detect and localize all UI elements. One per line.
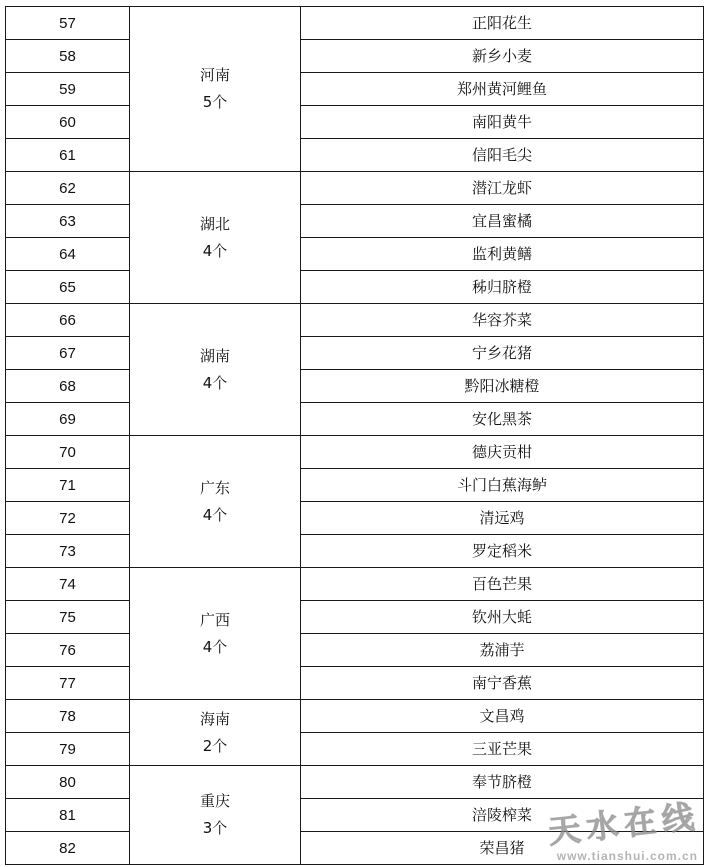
- row-number-cell: 80: [6, 766, 130, 799]
- table-row: [6, 469, 704, 502]
- province-count: 3个: [202, 819, 228, 837]
- table-body: [6, 7, 704, 865]
- product-name-cell: 德庆贡柑: [301, 436, 704, 469]
- province-count: 4个: [202, 637, 228, 656]
- table-row: [6, 7, 704, 40]
- province-name: 重庆: [199, 792, 230, 810]
- row-number-cell: 76: [6, 634, 130, 667]
- table-row: [6, 172, 704, 205]
- row-number-cell: 77: [6, 667, 130, 700]
- province-cell: [130, 436, 301, 568]
- row-number-cell: 63: [6, 205, 130, 238]
- row-number-cell: 67: [6, 337, 130, 370]
- province-name: 海南: [199, 709, 230, 728]
- province-name: 河南: [199, 66, 230, 84]
- product-name-cell: 三亚芒果: [301, 733, 704, 766]
- product-name-cell: 宁乡花猪: [301, 337, 704, 370]
- row-number-cell: 71: [6, 469, 130, 502]
- province-count: 4个: [202, 505, 228, 524]
- table-row: [6, 634, 704, 667]
- row-number-cell: 81: [6, 799, 130, 832]
- product-name-cell: 涪陵榨菜: [301, 799, 704, 832]
- product-name-cell: 清远鸡: [301, 502, 704, 535]
- province-count: 5个: [202, 93, 228, 111]
- watermark-url: www.tianshui.com.cn: [556, 849, 698, 863]
- product-name-cell: 潜江龙虾: [301, 172, 704, 205]
- product-name-cell: 安化黑茶: [301, 403, 704, 436]
- product-name-cell: 华容芥菜: [301, 304, 704, 337]
- row-number-cell: 66: [6, 304, 130, 337]
- province-name: 广东: [199, 478, 230, 497]
- province-name: 湖北: [199, 214, 230, 233]
- products-table: [5, 6, 704, 865]
- table-row: [6, 139, 704, 172]
- table-row: [6, 799, 704, 832]
- row-number-cell: 68: [6, 370, 130, 403]
- row-number-cell: 58: [6, 40, 130, 73]
- table-row: [6, 271, 704, 304]
- product-name-cell: 郑州黄河鲤鱼: [301, 73, 704, 106]
- row-number-cell: 72: [6, 502, 130, 535]
- product-name-cell: 信阳毛尖: [301, 139, 704, 172]
- table-row: [6, 502, 704, 535]
- province-cell: [130, 700, 301, 766]
- row-number-cell: 62: [6, 172, 130, 205]
- table-row: [6, 766, 704, 799]
- product-name-cell: 正阳花生: [301, 7, 704, 40]
- row-number-cell: 70: [6, 436, 130, 469]
- product-name-cell: 荔浦芋: [301, 634, 704, 667]
- row-number-cell: 79: [6, 733, 130, 766]
- table-row: [6, 535, 704, 568]
- product-name-cell: 新乡小麦: [301, 40, 704, 73]
- table-row: [6, 733, 704, 766]
- watermark-logo-text: 天水在线: [546, 797, 702, 851]
- row-number-cell: 59: [6, 73, 130, 106]
- row-number-cell: 61: [6, 139, 130, 172]
- product-name-cell: 监利黄鳝: [301, 238, 704, 271]
- product-name-cell: 南宁香蕉: [301, 667, 704, 700]
- table-row: [6, 832, 704, 865]
- province-count: 4个: [202, 241, 228, 260]
- row-number-cell: 60: [6, 106, 130, 139]
- row-number-cell: 69: [6, 403, 130, 436]
- province-count: 2个: [202, 736, 228, 755]
- table-row: [6, 568, 704, 601]
- table-row: [6, 436, 704, 469]
- product-name-cell: 文昌鸡: [301, 700, 704, 733]
- product-name-cell: 百色芒果: [301, 568, 704, 601]
- product-name-cell: 秭归脐橙: [301, 271, 704, 304]
- province-cell: [130, 172, 301, 304]
- province-name: 广西: [199, 610, 230, 629]
- product-name-cell: 宜昌蜜橘: [301, 205, 704, 238]
- row-number-cell: 64: [6, 238, 130, 271]
- row-number-cell: 57: [6, 7, 130, 40]
- table-row: [6, 73, 704, 106]
- product-name-cell: 奉节脐橙: [301, 766, 704, 799]
- table-row: [6, 238, 704, 271]
- table-row: [6, 106, 704, 139]
- product-name-cell: 南阳黄牛: [301, 106, 704, 139]
- province-count: 4个: [202, 373, 228, 392]
- province-cell: [130, 7, 301, 172]
- product-name-cell: 荣昌猪: [301, 832, 704, 865]
- table-row: [6, 601, 704, 634]
- row-number-cell: 78: [6, 700, 130, 733]
- table-row: [6, 304, 704, 337]
- row-number-cell: 73: [6, 535, 130, 568]
- province-name: 湖南: [199, 346, 230, 365]
- row-number-cell: 65: [6, 271, 130, 304]
- product-name-cell: 黔阳冰糖橙: [301, 370, 704, 403]
- table-row: [6, 40, 704, 73]
- province-cell: [130, 304, 301, 436]
- row-number-cell: 74: [6, 568, 130, 601]
- province-cell: [130, 766, 301, 865]
- table-row: [6, 667, 704, 700]
- product-name-cell: 斗门白蕉海鲈: [301, 469, 704, 502]
- row-number-cell: 82: [6, 832, 130, 865]
- table-row: [6, 700, 704, 733]
- product-name-cell: 罗定稻米: [301, 535, 704, 568]
- province-cell: [130, 568, 301, 700]
- table-row: [6, 370, 704, 403]
- table-row: [6, 337, 704, 370]
- table-row: [6, 205, 704, 238]
- table-row: [6, 403, 704, 436]
- row-number-cell: 75: [6, 601, 130, 634]
- product-name-cell: 钦州大蚝: [301, 601, 704, 634]
